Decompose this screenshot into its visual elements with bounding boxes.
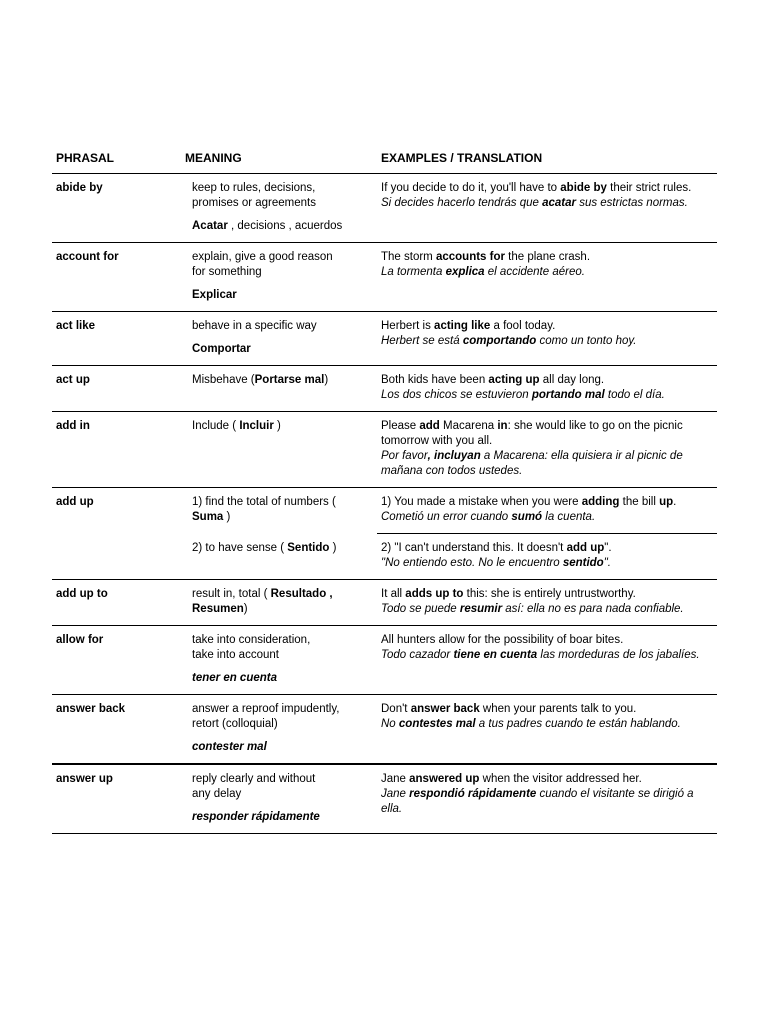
- phrasal-term: answer back: [52, 695, 182, 765]
- example-spanish: [381, 556, 717, 571]
- table-row: [52, 366, 717, 412]
- meaning-text: answer a reproof impudently,: [192, 703, 340, 715]
- example-text: : she would like to go on the picnic tomorrow with you all.: [381, 420, 683, 447]
- spanish-text: Por favor: [381, 450, 428, 462]
- spanish-text: respondió rápidamente: [409, 788, 537, 800]
- meaning-text: ): [273, 420, 281, 432]
- example-cell: [377, 366, 717, 412]
- spanish-text: el accidente aéreo.: [484, 266, 585, 278]
- table-row: [52, 412, 717, 488]
- table-row: [52, 243, 717, 312]
- example-spanish: [381, 196, 717, 211]
- meaning-text: Resultado ,: [270, 588, 333, 600]
- phrasal-term: answer up: [52, 764, 182, 834]
- example-english: [381, 633, 717, 648]
- spanish-text: las mordeduras de los jabalíes.: [537, 649, 700, 661]
- spanish-text: La tormenta: [381, 266, 446, 278]
- meaning-text: retort (colloquial): [192, 718, 278, 730]
- meaning-cell: [182, 174, 377, 243]
- meaning-cell: [182, 764, 377, 834]
- example-cell: [377, 695, 717, 765]
- meaning-line: [192, 250, 377, 265]
- meaning-line: [192, 510, 377, 525]
- example-text: up: [659, 496, 674, 508]
- example-cell: [377, 488, 717, 534]
- example-cell: [377, 243, 717, 312]
- meaning-text: ): [243, 603, 248, 615]
- spanish-text: resumir: [459, 603, 503, 615]
- spanish-text: No: [381, 718, 399, 730]
- table-row: [52, 174, 717, 243]
- meaning-line: [192, 772, 377, 787]
- example-text: .: [673, 496, 677, 508]
- meaning-translation: [192, 810, 377, 825]
- header-examples: EXAMPLES / TRANSLATION: [377, 145, 717, 174]
- meaning-text: Include (: [192, 420, 240, 432]
- spanish-text: como un tonto hoy.: [536, 335, 637, 347]
- example-text: Herbert is: [381, 320, 435, 332]
- example-text: adding: [581, 496, 620, 508]
- meaning-line: [192, 319, 377, 334]
- example-cell: [377, 174, 717, 243]
- example-text: All hunters allow for the possibility of boar bites.: [381, 634, 624, 646]
- meaning-text: Sentido: [287, 541, 330, 554]
- meaning-translation: [192, 740, 377, 755]
- phrasal-verbs-sheet: [52, 145, 717, 834]
- translation-text: contester mal: [192, 741, 267, 753]
- meaning-text: Resumen: [192, 603, 244, 615]
- example-text: abide by: [560, 182, 607, 194]
- example-spanish: [381, 388, 717, 403]
- example-text: accounts for: [435, 251, 505, 263]
- translation-text: Comportar: [192, 343, 251, 355]
- example-cell: [377, 580, 717, 626]
- phrasal-term: act like: [52, 312, 182, 366]
- meaning-line: [192, 541, 377, 556]
- meaning-text: 2) to have sense (: [192, 541, 288, 554]
- phrasal-term: add up: [56, 496, 94, 508]
- example-spanish: [381, 787, 717, 817]
- spanish-text: Cometió un error cuando: [381, 511, 512, 523]
- meaning-text: Portarse mal: [254, 374, 325, 386]
- meaning-translation: [192, 219, 377, 234]
- meaning-translation: [192, 288, 377, 303]
- meaning-text: keep to rules, decisions,: [192, 182, 316, 194]
- example-english: [381, 541, 717, 556]
- spanish-text: Todo cazador: [381, 649, 454, 661]
- meaning-line: [192, 787, 377, 802]
- table-row: [52, 488, 717, 534]
- example-text: Please: [381, 420, 420, 432]
- example-english: [381, 250, 717, 265]
- example-text: adds up to: [405, 588, 464, 600]
- meaning-line: [192, 419, 377, 434]
- example-text: add: [419, 420, 440, 432]
- spanish-text: ".: [603, 557, 611, 569]
- example-spanish: [381, 265, 717, 280]
- translation-text: Explicar: [192, 289, 237, 301]
- meaning-text: explain, give a good reason: [192, 251, 333, 263]
- table-row: [52, 626, 717, 695]
- example-text: 2) "I can't understand this. It doesn't: [381, 542, 567, 554]
- translation-text: responder rápidamente: [192, 811, 320, 823]
- spanish-text: contestes mal: [398, 718, 476, 730]
- spanish-text: , incluyan: [427, 450, 481, 462]
- meaning-cell: [182, 626, 377, 695]
- meaning-text: take into account: [192, 649, 279, 661]
- meaning-line: [192, 373, 377, 388]
- meaning-text: Suma: [192, 511, 224, 523]
- example-english: [381, 495, 717, 510]
- example-english: [381, 772, 717, 787]
- example-text: acting like: [434, 320, 491, 332]
- meaning-text: Misbehave (: [192, 374, 255, 386]
- meaning-text: behave in a specific way: [192, 320, 317, 332]
- spanish-text: portando mal: [531, 389, 605, 401]
- example-text: acting up: [488, 374, 540, 386]
- meaning-line: [192, 648, 377, 663]
- spanish-text: Todo se puede: [381, 603, 460, 615]
- meaning-text: reply clearly and without: [192, 773, 316, 785]
- meaning-text: take into consideration,: [192, 634, 311, 646]
- example-spanish: [381, 602, 717, 617]
- example-spanish: [381, 334, 717, 349]
- spanish-text: tiene en cuenta: [453, 649, 538, 661]
- example-text: when your parents talk to you.: [479, 703, 637, 715]
- spanish-text: Si decides hacerlo tendrás que: [381, 197, 543, 209]
- meaning-cell: [182, 412, 377, 488]
- phrasal-verbs-table: [52, 145, 717, 834]
- example-text: a fool today.: [490, 320, 556, 332]
- meaning-line: [192, 717, 377, 732]
- spanish-text: así: ella no es para nada confiable.: [502, 603, 684, 615]
- example-text: when the visitor addressed her.: [479, 773, 642, 785]
- spanish-text: la cuenta.: [542, 511, 596, 523]
- meaning-line: [192, 702, 377, 717]
- example-text: answer back: [410, 703, 480, 715]
- table-row: [52, 695, 717, 765]
- example-text: Don't: [381, 703, 411, 715]
- header-phrasal: PHRASAL: [52, 145, 182, 174]
- example-english: [381, 419, 717, 449]
- meaning-cell: [182, 695, 377, 765]
- meaning-line: [192, 602, 377, 617]
- meaning-text: result in, total (: [192, 588, 271, 600]
- example-text: the plane crash.: [504, 251, 591, 263]
- example-text: If you decide to do it, you'll have to: [381, 182, 561, 194]
- meaning-translation: [192, 342, 377, 357]
- meaning-cell: [182, 243, 377, 312]
- example-text: all day long.: [539, 374, 605, 386]
- spanish-text: a tus padres cuando te están hablando.: [475, 718, 681, 730]
- meaning-line: [192, 196, 377, 211]
- translation-text: , decisions , acuerdos: [227, 220, 343, 232]
- spanish-text: cuando el visitante se dirigió a ella.: [381, 788, 694, 815]
- example-english: [381, 373, 717, 388]
- example-text: this: she is entirely untrustworthy.: [463, 588, 636, 600]
- example-text: answered up: [409, 773, 480, 785]
- phrasal-term: account for: [52, 243, 182, 312]
- spanish-text: sentido: [562, 557, 604, 569]
- example-english: [381, 587, 717, 602]
- meaning-cell: [182, 534, 377, 580]
- meaning-text: for something: [192, 266, 262, 278]
- table-body: [52, 174, 717, 834]
- example-cell: [377, 626, 717, 695]
- example-english: [381, 181, 717, 196]
- meaning-text: ): [329, 541, 337, 554]
- header-meaning: MEANING: [182, 145, 377, 174]
- meaning-line: [192, 633, 377, 648]
- example-spanish: [381, 648, 717, 663]
- meaning-text: ): [223, 511, 231, 523]
- spanish-text: a Macarena: ella quisiera ir al picnic de mañana con todos ustedes.: [381, 450, 683, 477]
- phrasal-term: act up: [52, 366, 182, 412]
- meaning-text: Incluir: [239, 420, 274, 432]
- example-cell: [377, 534, 717, 580]
- meaning-cell: [182, 312, 377, 366]
- example-text: their strict rules.: [606, 182, 692, 194]
- spanish-text: Herbert se está: [381, 335, 463, 347]
- table-row: [52, 764, 717, 834]
- spanish-text: Los dos chicos se estuvieron: [381, 389, 532, 401]
- meaning-text: any delay: [192, 788, 242, 800]
- phrasal-term: abide by: [52, 174, 182, 243]
- spanish-text: comportando: [462, 335, 537, 347]
- spanish-text: acatar: [542, 197, 576, 209]
- translation-text: tener en cuenta: [192, 672, 277, 684]
- meaning-text: 1) find the total of numbers (: [192, 496, 336, 508]
- translation-text: Acatar: [192, 220, 228, 232]
- phrasal-term: add in: [52, 412, 182, 488]
- spanish-text: todo el día.: [604, 389, 665, 401]
- example-spanish: [381, 449, 717, 479]
- meaning-translation: [192, 671, 377, 686]
- example-spanish: [381, 510, 717, 525]
- example-text: It all: [381, 588, 406, 600]
- example-text: the bill: [619, 496, 660, 508]
- meaning-text: ): [324, 374, 329, 386]
- spanish-text: Jane: [381, 788, 410, 800]
- table-row: [52, 312, 717, 366]
- example-text: The storm: [381, 251, 436, 263]
- example-text: ".: [604, 542, 612, 554]
- table-header-row: [52, 145, 717, 174]
- meaning-cell: [182, 580, 377, 626]
- phrasal-term: add up to: [52, 580, 182, 626]
- example-text: Both kids have been: [381, 374, 489, 386]
- example-cell: [377, 312, 717, 366]
- spanish-text: sus estrictas normas.: [576, 197, 688, 209]
- example-text: add up: [566, 542, 605, 554]
- meaning-line: [192, 265, 377, 280]
- phrasal-term: allow for: [52, 626, 182, 695]
- example-english: [381, 702, 717, 717]
- table-row: [52, 580, 717, 626]
- spanish-text: explica: [445, 266, 485, 278]
- spanish-text: sumó: [511, 511, 543, 523]
- example-text: in: [497, 420, 508, 432]
- meaning-text: promises or agreements: [192, 197, 316, 209]
- example-cell: [377, 412, 717, 488]
- meaning-line: [192, 181, 377, 196]
- example-text: Macarena: [439, 420, 498, 432]
- meaning-cell: [182, 488, 377, 534]
- meaning-line: [192, 495, 377, 510]
- example-english: [381, 319, 717, 334]
- example-text: 1) You made a mistake when you were: [381, 496, 582, 508]
- example-text: Jane: [381, 773, 410, 785]
- phrasal-term: [52, 534, 182, 580]
- example-cell: [377, 764, 717, 834]
- table-row: [52, 534, 717, 580]
- spanish-text: "No entiendo esto. No le encuentro: [381, 557, 563, 569]
- meaning-line: [192, 587, 377, 602]
- example-spanish: [381, 717, 717, 732]
- meaning-cell: [182, 366, 377, 412]
